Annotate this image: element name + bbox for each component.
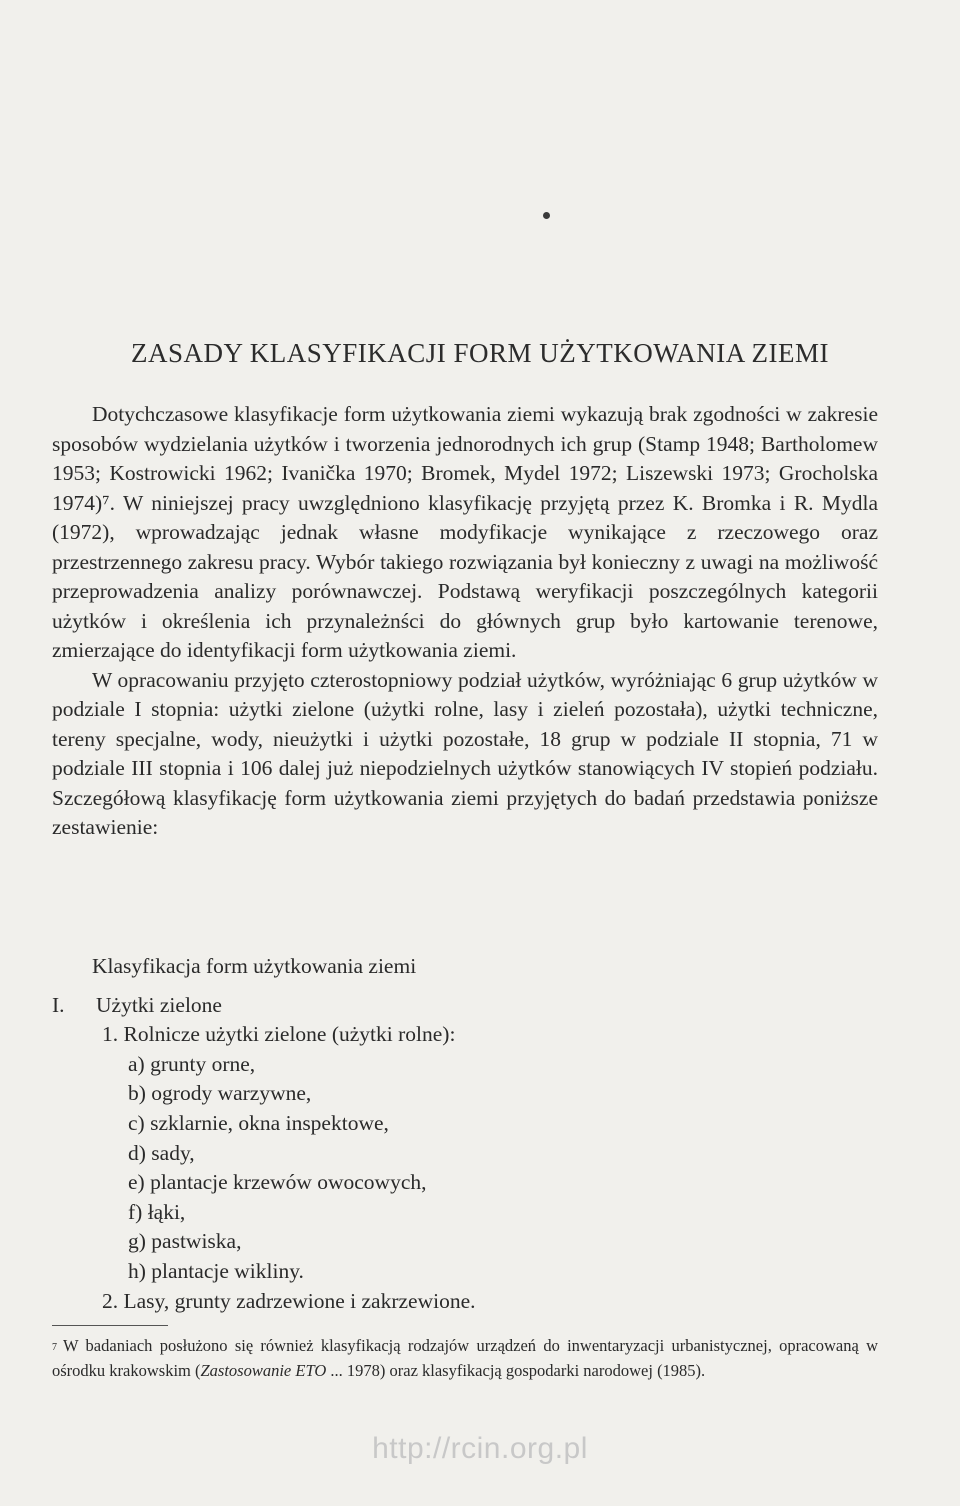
body-text — [52, 400, 878, 843]
group-label: Użytki zielone — [96, 992, 222, 1017]
list-item — [52, 1257, 912, 1287]
subgroup-label: 1. Rolnicze użytki zielone (użytki rolne): — [102, 1022, 456, 1047]
list-item-label: a) grunty orne, — [128, 1051, 256, 1076]
classification-caption: Klasyfikacja form użytkowania ziemi — [92, 954, 417, 978]
list-item — [52, 1109, 912, 1139]
subgroup-label: 2. Lasy, grunty zadrzewione i zakrzewione. — [102, 1288, 476, 1313]
list-item — [52, 1050, 912, 1080]
footnote-divider — [52, 1325, 168, 1326]
list-item-label: h) plantacje wikliny. — [128, 1258, 304, 1283]
list-item-label: d) sady, — [128, 1140, 195, 1165]
paragraph: W opracowaniu przyjęto czterostopniowy podział użytków, wyróżniając 6 grup użytków w podziale I stopnia: użytki zielone (użytki rolne, lasy i zieleń pozostała), użytki techniczne, tereny specjalne, wody, nieużytki i użytki pozostałe, 18 grup w podziale II stopnia, 71 w podziale III stopnia i 106 dalej już niepodzielnych użytków stanowiących IV stopień podziału. Szczegółową klasyfikację form użytkowania ziemi przyjętych do badań przedstawia poniższe zestawienie: — [52, 667, 878, 839]
footnote-text-end: ... 1978) oraz klasyfikacją gospodarki narodowej (1985). — [326, 1361, 706, 1380]
subgroup-item — [52, 1287, 912, 1317]
paragraph: Dotychczasowe klasyfikacje form użytkowania ziemi wykazują brak zgodności w zakresie sposobów wydzielania użytków i tworzenia jednorodnych ich grup (Stamp 1948; Bartholomew 1953; Kostrowicki 1962; Ivanička 1970; Bromek, Mydel 1972; Liszewski 1973; Grocholska 1974)⁷. W niniejszej pracy uwzględniono klasyfikację przyjętą przez K. Bromka i R. Mydla (1972), wprowadzając jednak własne modyfikacje wynikające z rzeczowego oraz przestrzennego zakresu pracy. Wybór takiego rozwiązania był konieczny z uwagi na możliwość przeprowadzenia analizy porównawczej. Podstawą weryfikacji poszczególnych kategorii użytków i określenia ich przynależnści do głównych grup było kartowanie terenowe, zmierzające do identyfikacji form użytkowania ziemi. — [52, 402, 878, 662]
list-item — [52, 1227, 912, 1257]
classification-list — [52, 952, 912, 1316]
list-item-label: c) szklarnie, okna inspektowe, — [128, 1110, 389, 1135]
list-item — [52, 1139, 912, 1169]
footnote-marker: 7 — [52, 1342, 57, 1353]
footnote-text: W badaniach posłużono się również klasyfikacją rodzajów urządzeń do inwentaryzacji urbanistycznej, opracowaną w ośrodku krakowskim ( — [52, 1336, 878, 1380]
list-item — [52, 1198, 912, 1228]
watermark-url: http://rcin.org.pl — [372, 1432, 588, 1465]
group-item — [52, 991, 912, 1021]
list-item-label: f) łąki, — [128, 1199, 186, 1224]
list-item-label: b) ogrody warzywne, — [128, 1081, 312, 1106]
list-item — [52, 1079, 912, 1109]
list-item-label: g) pastwiska, — [128, 1229, 242, 1254]
subgroup-item — [52, 1020, 912, 1050]
list-item-label: e) plantacje krzewów owocowych, — [128, 1170, 427, 1195]
footnote-italic-text: Zastosowanie ETO — [200, 1361, 327, 1380]
page-title: ZASADY KLASYFIKACJI FORM UŻYTKOWANIA ZIEMI — [131, 338, 829, 368]
speck-mark — [543, 212, 550, 219]
footnote — [52, 1333, 878, 1383]
list-item — [52, 1168, 912, 1198]
group-number: I. — [52, 992, 65, 1017]
